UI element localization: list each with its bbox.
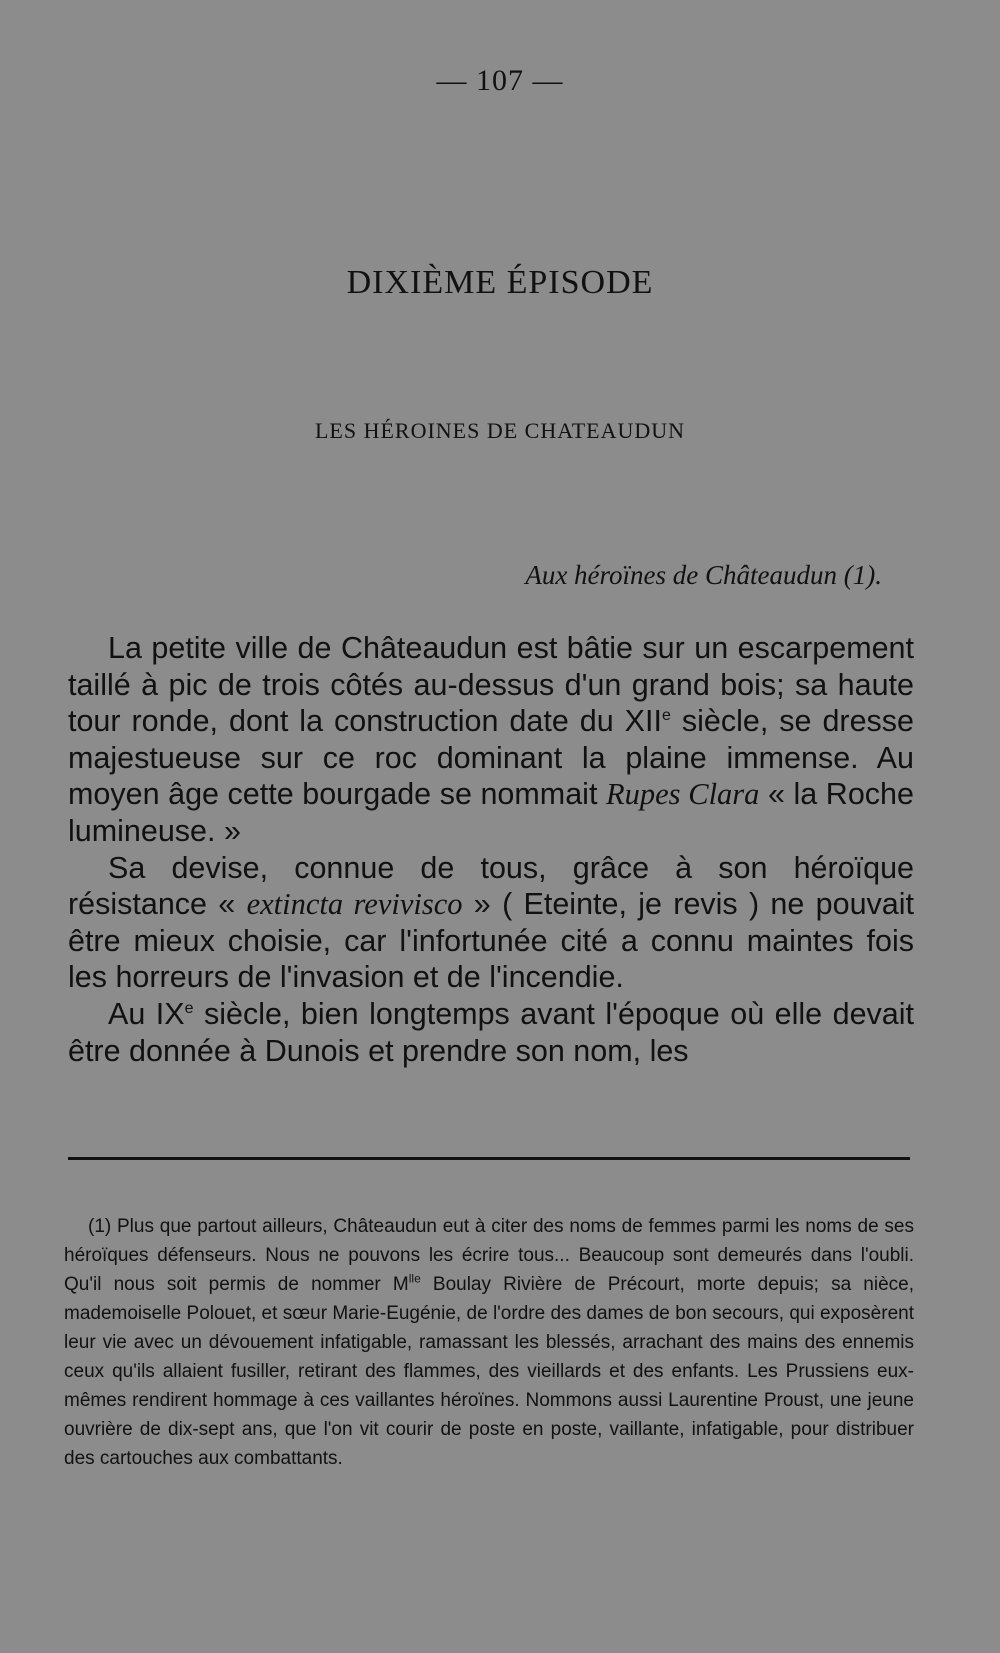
paragraph-1-text-b: siècle, se dresse majestueuse sur ce roc dominant la plaine immense. Au moyen âge cette bourgade se nommait (68, 704, 914, 812)
paragraph-1 (68, 630, 914, 850)
paragraph-2-text-b: » ( Eteinte, je revis ) ne pouvait être mieux choisie, car l'infortunée cité a connu maintes fois les horreurs de l'invasion et de l'incendie. (68, 887, 915, 995)
dedication: Aux héroïnes de Châteaudun (1). (525, 560, 882, 590)
century-superscript: e (184, 999, 194, 1017)
footnote-superscript: lle (408, 1271, 421, 1286)
footnote (64, 1212, 914, 1473)
paragraph-3-text-a: Au IX (108, 996, 185, 1031)
latin-motto: extincta revivisco (246, 887, 463, 922)
latin-name: Rupes Clara (605, 777, 760, 812)
paragraph-3 (68, 996, 914, 1069)
footnote-text-a: (1) Plus que partout ailleurs, Châteaudun eut à citer des noms de femmes parmi les noms de ses héroïques défenseurs. Nous ne pouvons les écrire tous... Beaucoup sont demeurés dans l'oubli. Qu'il nous soit permis de nommer M (64, 1216, 914, 1295)
paragraph-1-text-c: « la Roche lumineuse. » (68, 777, 914, 848)
footnote-divider (68, 1157, 910, 1160)
paragraph-3-text-b: siècle, bien longtemps avant l'époque où elle devait être donnée à Dunois et prendre son nom, les (68, 996, 914, 1068)
paragraph-2-text-a: Sa devise, connue de tous, grâce à son héroïque résistance « (68, 850, 914, 922)
chapter-title: LES HÉROINES DE CHATEAUDUN (314, 418, 686, 443)
footnote-text-b: Boulay Rivière de Précourt, morte depuis; sa nièce, mademoiselle Polouet, et sœur Marie-Eugénie, de l'ordre des dames de bon secours, qui exposèrent leur vie avec un dévouement infatigable, ramassant les blessés, arrachant des mains des ennemis ceux qu'ils allaient fusiller, retirant des flammes, des vieillards et des enfants. Les Prussiens eux-mêmes rendirent hommage à ces vaillantes héroïnes. Nommons aussi Laurentine Proust, une jeune ouvrière de dix-sept ans, que l'on vit courir de poste en poste, vaillante, infatigable, pour distribuer des cartouches aux combattants. (64, 1274, 914, 1469)
paragraph-2 (68, 850, 914, 996)
footnote-text (64, 1212, 914, 1473)
episode-title: DIXIÈME ÉPISODE (346, 264, 654, 301)
body-text (68, 630, 914, 1069)
paragraph-1-text-a: La petite ville de Châteaudun est bâtie sur un escarpement taillé à pic de trois côtés au-dessus d'un grand bois; sa haute tour ronde, dont la construction date du XII (68, 631, 914, 739)
page-number: — 107 — (436, 64, 564, 97)
century-superscript: e (661, 707, 671, 725)
